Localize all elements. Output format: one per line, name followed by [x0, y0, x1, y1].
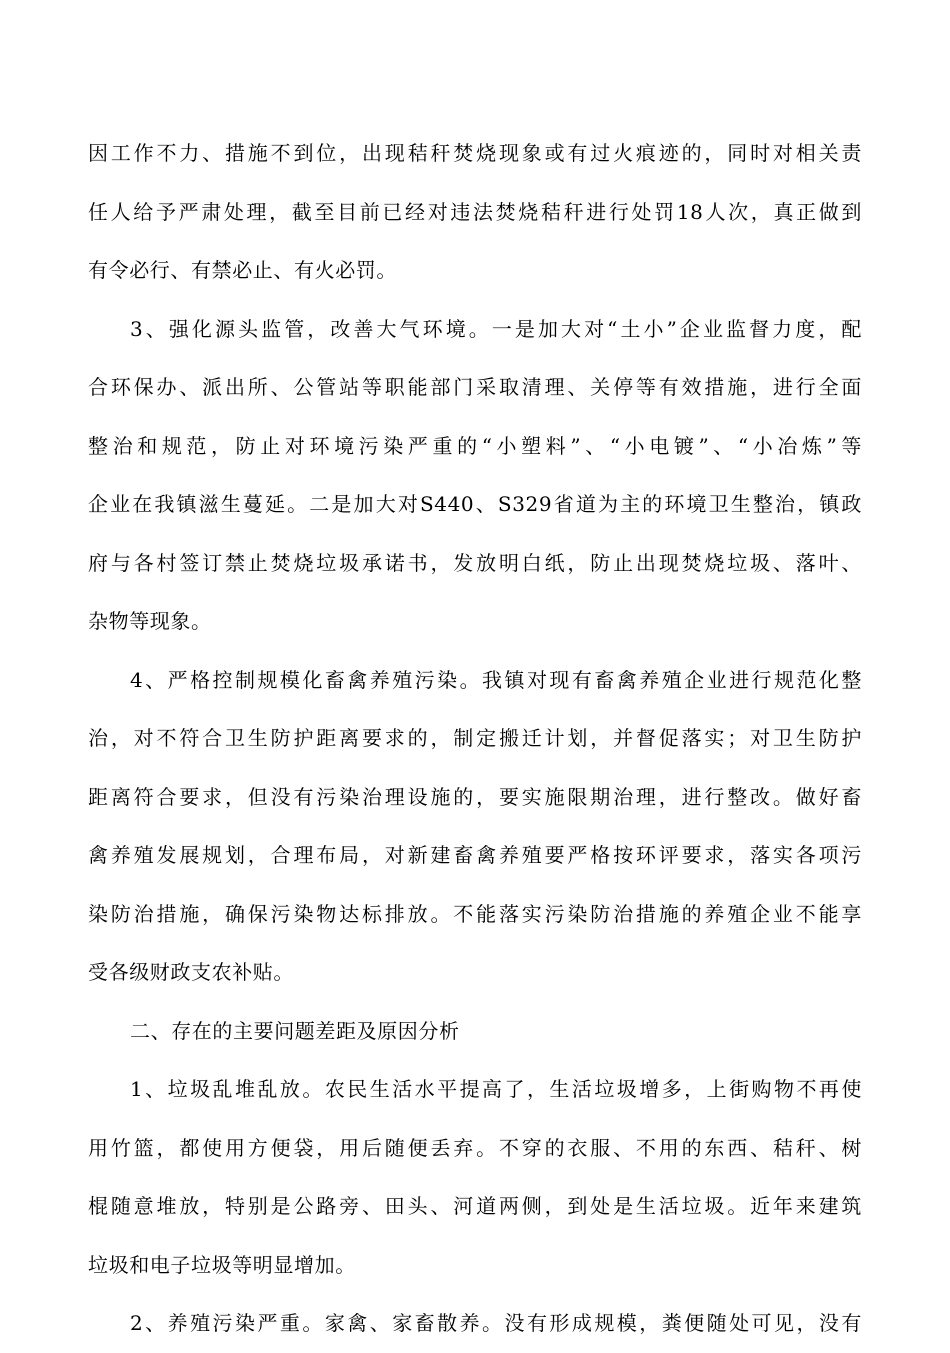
text-line: 1、垃圾乱堆乱放。农民生活水平提高了，生活垃圾增多，上街购物不再使	[130, 1077, 862, 1101]
text-line: 棍随意堆放，特别是公路旁、田头、河道两侧，到处是生活垃圾。近年来建筑	[88, 1194, 862, 1218]
text-line: 距离符合要求，但没有污染治理设施的，要实施限期治理，进行整改。做好畜	[88, 784, 862, 809]
text-line: 禽养殖发展规划，合理布局，对新建畜禽养殖要严格按环评要求，落实各项污	[88, 843, 862, 867]
paragraph-garbage	[88, 1060, 862, 1294]
text-line: 垃圾和电子垃圾等明显增加。	[88, 1252, 356, 1277]
text-line: 受各级财政支农补贴。	[88, 960, 294, 984]
text-line: 杂物等现象。	[88, 609, 212, 633]
text-line: 治，对不符合卫生防护距离要求的，制定搬迁计划，并督促落实；对卫生防护	[88, 726, 862, 750]
text-line: 企业在我镇滋生蔓延。二是加大对S440、S329省道为主的环境卫生整治，镇政	[88, 492, 862, 516]
text-line: 染防治措施，确保污染物达标排放。不能落实污染防治措施的养殖企业不能享	[88, 901, 862, 926]
text-line: 用竹篮，都使用方便袋，用后随便丢弃。不穿的衣服、不用的东西、秸秆、树	[88, 1135, 862, 1160]
text-line: 合环保办、派出所、公管站等职能部门采取清理、关停等有效措施，进行全面	[88, 375, 862, 399]
text-line: 府与各村签订禁止焚烧垃圾承诺书，发放明白纸，防止出现焚烧垃圾、落叶、	[88, 550, 862, 575]
document-page	[88, 124, 862, 1353]
section-heading	[88, 1002, 862, 1061]
text-line: 任人给予严肃处理，截至目前已经对违法焚烧秸秆进行处罚18人次，真正做到	[88, 199, 862, 224]
text-line: 4、严格控制规模化畜禽养殖污染。我镇对现有畜禽养殖企业进行规范化整	[130, 667, 862, 692]
text-line: 因工作不力、措施不到位，出现秸秆焚烧现象或有过火痕迹的，同时对相关责	[88, 141, 862, 165]
text-line: 整治和规范，防止对环境污染严重的“小塑料”、“小电镀”、“小冶炼”等	[88, 433, 862, 458]
paragraph-source-control	[88, 300, 862, 651]
paragraph-continuation	[88, 124, 862, 300]
paragraph-livestock-pollution	[88, 651, 862, 1002]
heading-text: 二、存在的主要问题差距及原因分析	[130, 1018, 460, 1043]
text-line: 2、养殖污染严重。家禽、家畜散养。没有形成规模，粪便随处可见，没有	[130, 1311, 862, 1335]
text-line: 有令必行、有禁必止、有火必罚。	[88, 258, 397, 282]
text-line: 3、强化源头监管，改善大气环境。一是加大对“土小”企业监督力度，配	[130, 316, 862, 341]
